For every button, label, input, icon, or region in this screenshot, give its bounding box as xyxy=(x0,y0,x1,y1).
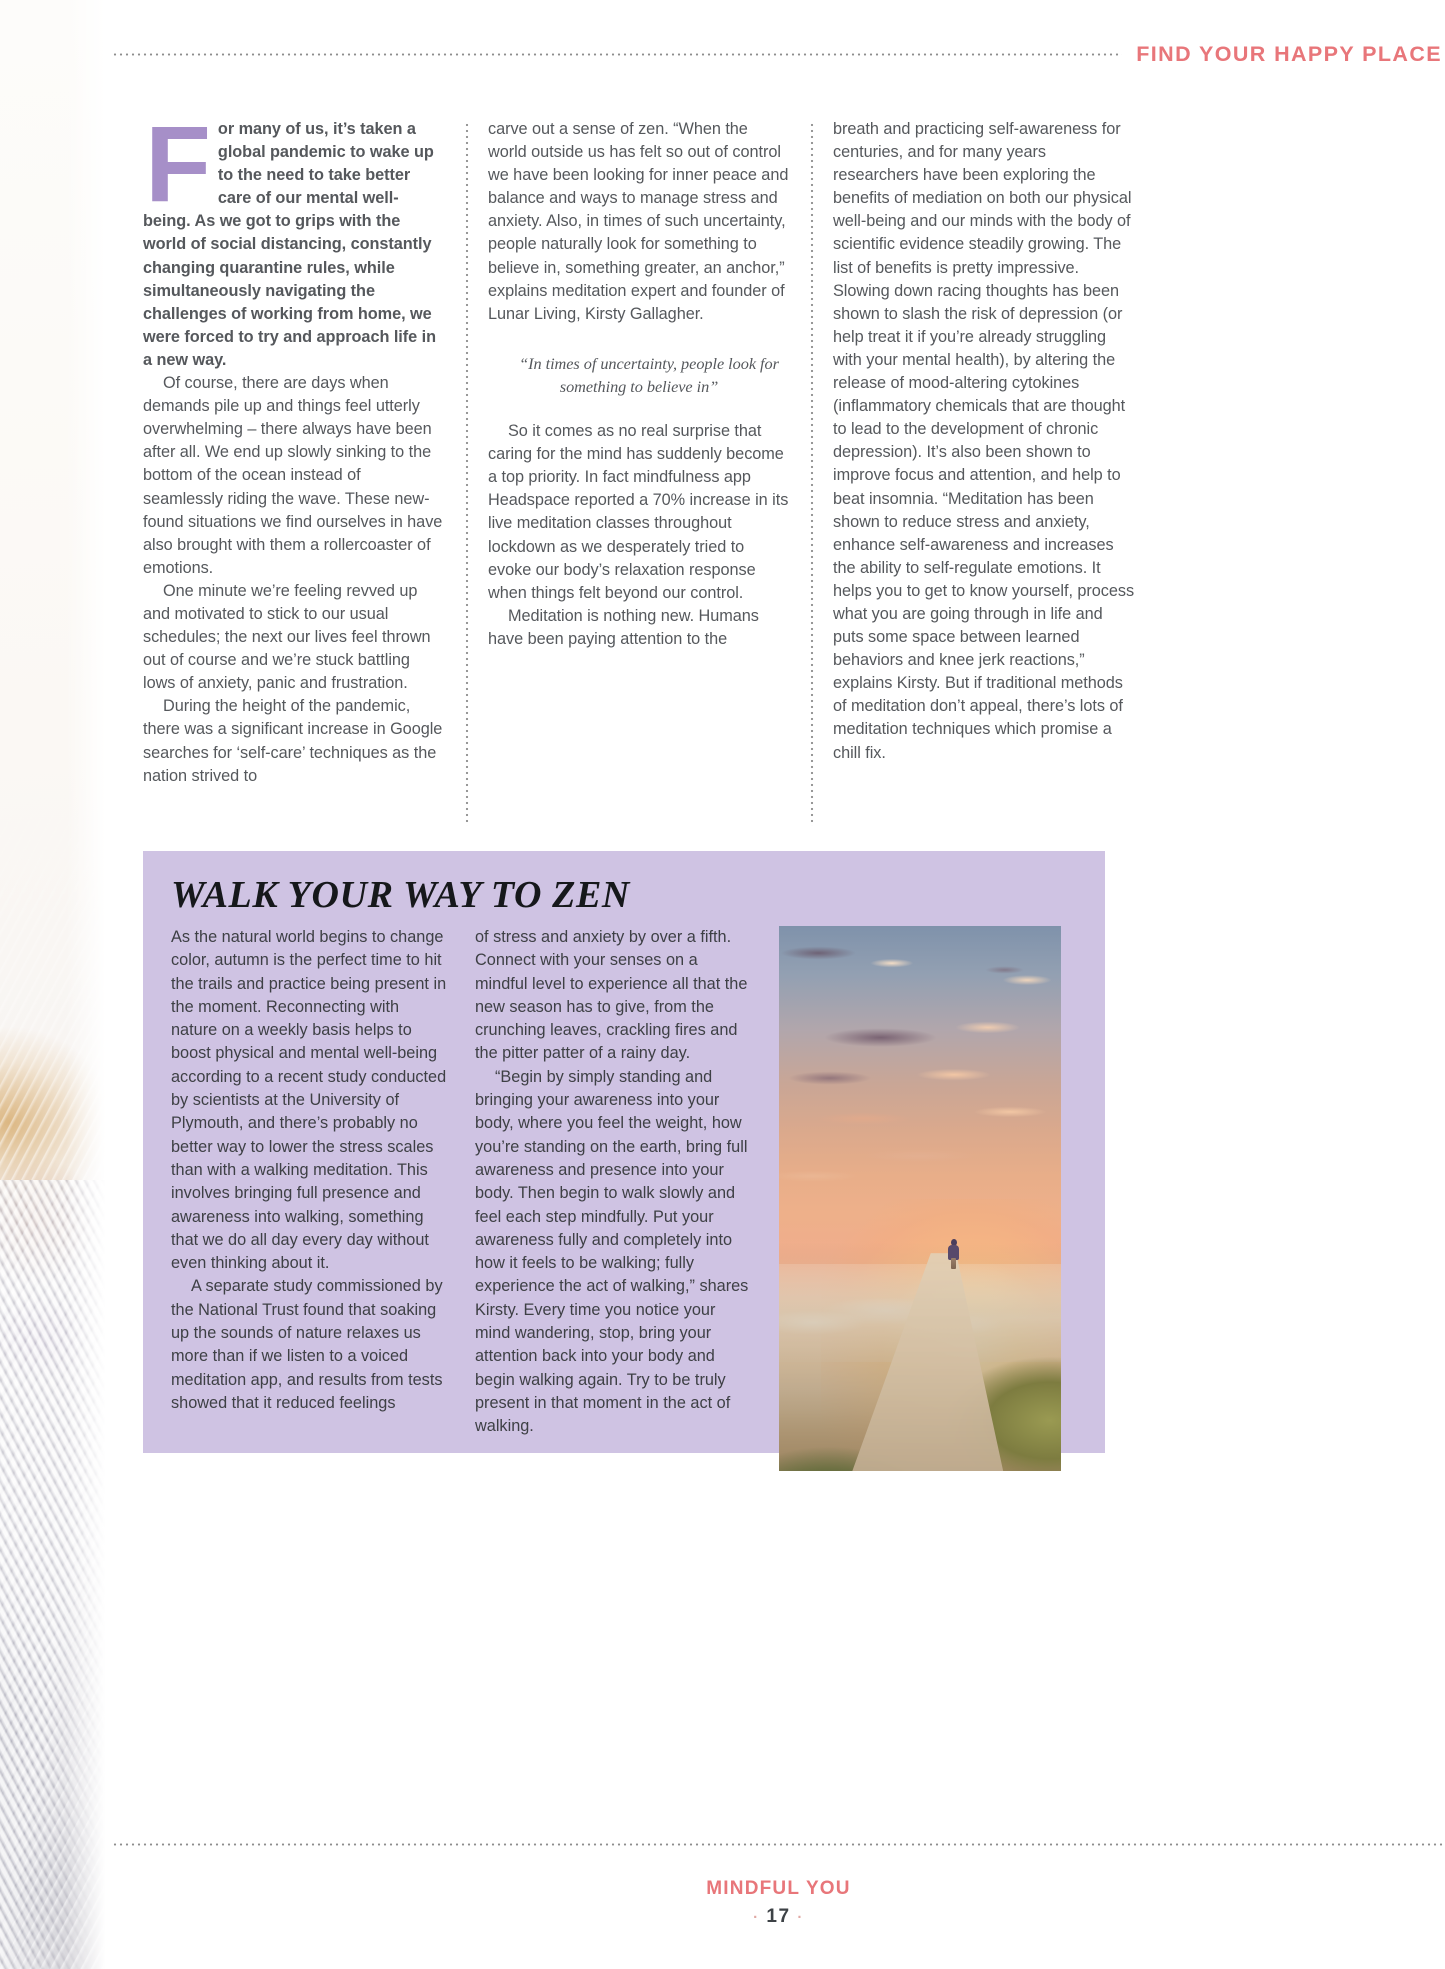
panel-column-2 xyxy=(475,926,751,1471)
footer-dotted-rule xyxy=(112,1843,1445,1846)
walk-to-zen-panel xyxy=(143,851,1105,1453)
paragraph: Of course, there are days when demands pile up and things feel utterly overwhelming – there always have been after all. We end up slowly sinking to the bottom of the ocean instead of seamlessly riding the wave. These new-found situations we find ourselves in have also brought with them a rollercoaster of emotions. xyxy=(143,374,443,577)
page-dot-right: · xyxy=(797,1909,804,1926)
paragraph: carve out a sense of zen. “When the world outside us has felt so out of control we have been looking for inner peace and balance and ways to manage stress and anxiety. Also, in times of such uncertainty, people naturally look for something to believe in, something greater, an anchor,” explains meditation expert and founder of Lunar Living, Kirsty Gallagher. xyxy=(488,120,789,323)
article-column-2 xyxy=(488,118,790,830)
article-columns xyxy=(143,103,1415,830)
paragraph: “Begin by simply standing and bringing your awareness into your body, where you feel the weight, how you’re standing on the earth, bring full awareness and presence into your body. Then begin to walk slowly and feel each step mindfully. Put your awareness fully and completely into how it feels to be walking; fully experience the act of walking,” shares Kirsty. Every time you notice your mind wandering, stop, bring your attention back into your body and begin walking again. Try to be truly present in that moment in the act of walking. xyxy=(475,1067,749,1436)
header-title: FIND YOUR HAPPY PLACE xyxy=(1136,41,1442,66)
left-photo-bleed xyxy=(0,0,112,1969)
paragraph: During the height of the pandemic, there was a significant increase in Google searches for ‘self-care’ techniques as the nation strived to xyxy=(143,697,443,785)
column-divider-1 xyxy=(445,118,488,830)
column-divider-2 xyxy=(790,118,833,830)
paragraph: So it comes as no real surprise that caring for the mind has suddenly become a top priority. In fact mindfulness app Headspace reported a 70% increase in its live meditation classes throughout lockdown as we desperately tried to evoke our body’s relaxation response when things felt beyond our control. xyxy=(488,422,789,602)
article-column-1 xyxy=(143,103,445,830)
page-footer xyxy=(112,1878,1445,1928)
photo-white-fade xyxy=(66,0,112,1969)
panel-body xyxy=(171,926,1083,1471)
paragraph: Meditation is nothing new. Humans have been paying attention to the xyxy=(488,606,759,648)
panel-title: WALK YOUR WAY TO ZEN xyxy=(171,874,630,916)
paragraph: As the natural world begins to change color, autumn is the perfect time to hit the trails and practice being present in the moment. Reconnecting with nature on a weekly basis helps to boost physical and mental well-being according to a recent study conducted by scientists at the University of Plymouth, and there’s probably no better way to lower the stress scales than with a walking meditation. This involves bringing full presence and awareness into walking, something that we do all day every day without even thinking about it. xyxy=(171,928,447,1273)
page-header xyxy=(112,36,1445,72)
paragraph: One minute we’re feeling revved up and motivated to stick to our usual schedules; the next our lives feel thrown out of course and we’re stuck battling lows of anxiety, panic and frustration. xyxy=(143,581,431,693)
intro-paragraph xyxy=(143,103,445,372)
page-number-value: 17 xyxy=(766,1906,791,1927)
page-number xyxy=(112,1906,1445,1928)
article-column-3 xyxy=(833,118,1135,830)
magazine-page xyxy=(112,0,1445,1969)
paragraph: breath and practicing self-awareness for centuries, and for many years researchers have been exploring the benefits of mediation on both our physical well-being and our minds with the body of scientific evidence steadily growing. The list of benefits is pretty impressive. Slowing down racing thoughts has been shown to slash the risk of depression (or help treat it if you’re already struggling with your mental health), by altering the release of mood-altering cytokines (inflammatory chemicals that are thought to lead to the development of chronic depression). It’s also been shown to improve focus and attention, and help to beat insomnia. “Meditation has been shown to reduce stress and anxiety, enhance self-awareness and increases the ability to self-regulate emotions. It helps you to get to know yourself, process what you are going through in life and puts some space between learned behaviors and knee jerk reactions,” explains Kirsty. But if traditional methods of meditation don’t appeal, there’s lots of meditation techniques which promise a chill fix. xyxy=(833,120,1135,762)
pull-quote: “In times of uncertainty, people look for something to believe in” xyxy=(519,353,779,396)
hiker-sunset-photo xyxy=(779,926,1061,1471)
vertical-dotted-rule xyxy=(810,122,813,826)
paragraph-text: or many of us, it’s taken a global pandemic to wake up to the need to take better care of our mental well-being. As we got to grips with the world of social distancing, constantly changing quarantine rules, while simultaneously navigating the challenges of working from home, we were forced to try and approach life in a new way. xyxy=(143,120,436,369)
page-dot-left: · xyxy=(753,1909,760,1926)
photo-hiker-figure xyxy=(948,1239,959,1269)
drop-cap: F xyxy=(145,103,211,224)
paragraph: of stress and anxiety by over a fifth. Connect with your senses on a mindful level to experience all that the new season has to give, from the crunching leaves, crackling fires and the pitter patter of a rainy day. xyxy=(475,928,748,1063)
vertical-dotted-rule xyxy=(465,122,468,826)
hiker-legs xyxy=(951,1258,956,1269)
footer-brand: MINDFUL YOU xyxy=(706,1878,851,1899)
panel-column-1 xyxy=(171,926,447,1471)
header-dotted-rule xyxy=(112,53,1122,56)
paragraph: A separate study commissioned by the National Trust found that soaking up the sounds of nature relaxes us more than if we listen to a voiced meditation app, and results from tests showed that it reduced feelings xyxy=(171,1277,443,1412)
